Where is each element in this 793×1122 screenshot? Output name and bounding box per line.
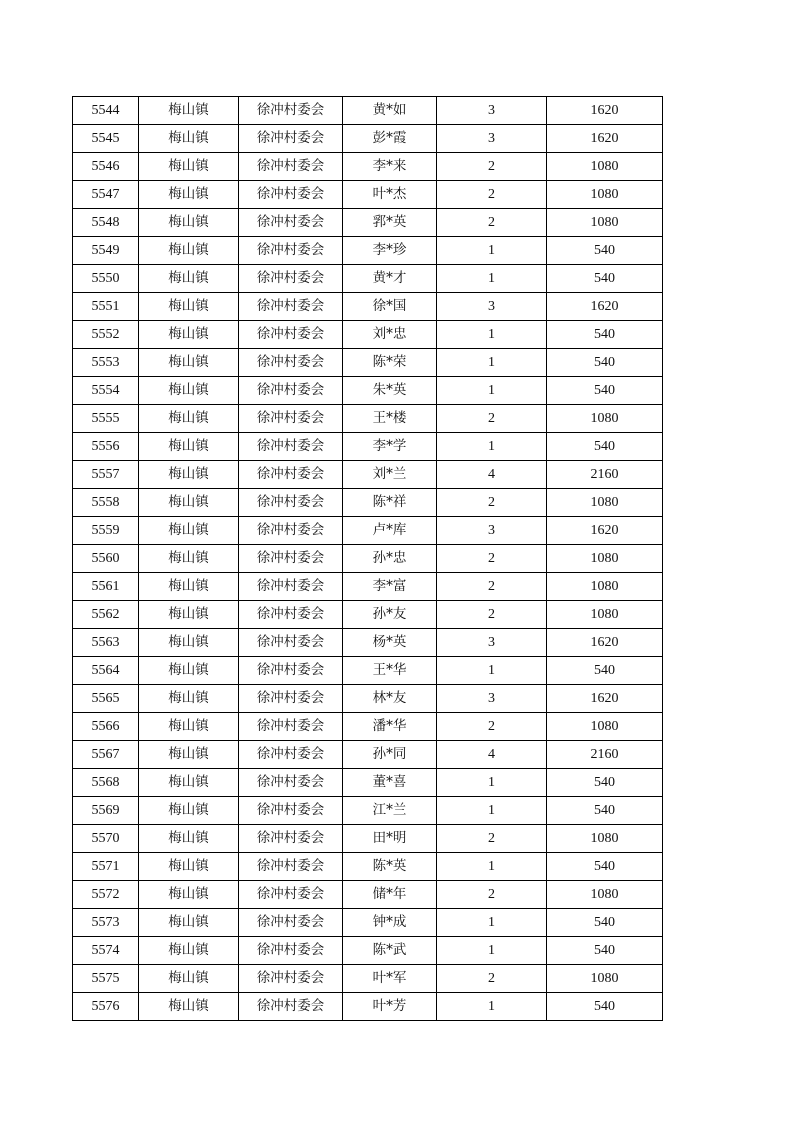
cell-amount: 540 — [547, 265, 663, 293]
cell-name: 孙*同 — [343, 741, 437, 769]
cell-town: 梅山镇 — [139, 853, 239, 881]
cell-serial-number: 5576 — [73, 993, 139, 1021]
cell-name: 黄*才 — [343, 265, 437, 293]
cell-serial-number: 5544 — [73, 97, 139, 125]
table-row — [73, 573, 663, 601]
cell-amount: 1080 — [547, 573, 663, 601]
cell-count: 2 — [437, 573, 547, 601]
cell-village-committee: 徐冲村委会 — [239, 993, 343, 1021]
cell-amount: 540 — [547, 657, 663, 685]
cell-name: 林*友 — [343, 685, 437, 713]
cell-village-committee: 徐冲村委会 — [239, 881, 343, 909]
table-row — [73, 629, 663, 657]
cell-name: 刘*兰 — [343, 461, 437, 489]
cell-name: 潘*华 — [343, 713, 437, 741]
cell-town: 梅山镇 — [139, 517, 239, 545]
cell-count: 4 — [437, 461, 547, 489]
table-row — [73, 825, 663, 853]
cell-serial-number: 5552 — [73, 321, 139, 349]
cell-amount: 540 — [547, 321, 663, 349]
cell-village-committee: 徐冲村委会 — [239, 517, 343, 545]
cell-village-committee: 徐冲村委会 — [239, 965, 343, 993]
cell-serial-number: 5572 — [73, 881, 139, 909]
table-row — [73, 321, 663, 349]
table-row — [73, 685, 663, 713]
cell-amount: 1620 — [547, 293, 663, 321]
cell-amount: 540 — [547, 937, 663, 965]
cell-village-committee: 徐冲村委会 — [239, 825, 343, 853]
cell-name: 李*来 — [343, 153, 437, 181]
table-row — [73, 853, 663, 881]
cell-serial-number: 5574 — [73, 937, 139, 965]
cell-town: 梅山镇 — [139, 573, 239, 601]
table-row — [73, 153, 663, 181]
cell-serial-number: 5567 — [73, 741, 139, 769]
cell-name: 李*珍 — [343, 237, 437, 265]
table-row — [73, 97, 663, 125]
table-row — [73, 741, 663, 769]
cell-village-committee: 徐冲村委会 — [239, 153, 343, 181]
cell-amount: 1620 — [547, 517, 663, 545]
table-row — [73, 909, 663, 937]
table-row — [73, 209, 663, 237]
table-row — [73, 713, 663, 741]
cell-town: 梅山镇 — [139, 629, 239, 657]
cell-serial-number: 5551 — [73, 293, 139, 321]
cell-count: 1 — [437, 657, 547, 685]
cell-name: 杨*英 — [343, 629, 437, 657]
cell-name: 徐*国 — [343, 293, 437, 321]
cell-count: 3 — [437, 97, 547, 125]
cell-serial-number: 5558 — [73, 489, 139, 517]
cell-name: 黄*如 — [343, 97, 437, 125]
table-row — [73, 461, 663, 489]
table-row — [73, 937, 663, 965]
cell-serial-number: 5555 — [73, 405, 139, 433]
table-row — [73, 517, 663, 545]
cell-serial-number: 5559 — [73, 517, 139, 545]
cell-serial-number: 5549 — [73, 237, 139, 265]
cell-village-committee: 徐冲村委会 — [239, 209, 343, 237]
cell-serial-number: 5554 — [73, 377, 139, 405]
cell-village-committee: 徐冲村委会 — [239, 573, 343, 601]
cell-name: 李*学 — [343, 433, 437, 461]
cell-amount: 1080 — [547, 181, 663, 209]
cell-village-committee: 徐冲村委会 — [239, 741, 343, 769]
cell-count: 3 — [437, 293, 547, 321]
cell-name: 叶*杰 — [343, 181, 437, 209]
cell-count: 2 — [437, 965, 547, 993]
cell-amount: 540 — [547, 853, 663, 881]
cell-amount: 540 — [547, 377, 663, 405]
cell-amount: 540 — [547, 349, 663, 377]
table-row — [73, 237, 663, 265]
cell-serial-number: 5571 — [73, 853, 139, 881]
cell-village-committee: 徐冲村委会 — [239, 629, 343, 657]
cell-amount: 1080 — [547, 545, 663, 573]
cell-serial-number: 5564 — [73, 657, 139, 685]
cell-village-committee: 徐冲村委会 — [239, 97, 343, 125]
cell-amount: 540 — [547, 433, 663, 461]
cell-village-committee: 徐冲村委会 — [239, 461, 343, 489]
cell-serial-number: 5562 — [73, 601, 139, 629]
cell-town: 梅山镇 — [139, 153, 239, 181]
cell-count: 2 — [437, 881, 547, 909]
cell-town: 梅山镇 — [139, 209, 239, 237]
table-row — [73, 405, 663, 433]
cell-town: 梅山镇 — [139, 825, 239, 853]
cell-town: 梅山镇 — [139, 433, 239, 461]
cell-serial-number: 5573 — [73, 909, 139, 937]
cell-name: 李*富 — [343, 573, 437, 601]
cell-town: 梅山镇 — [139, 881, 239, 909]
cell-count: 1 — [437, 909, 547, 937]
cell-serial-number: 5568 — [73, 769, 139, 797]
cell-town: 梅山镇 — [139, 657, 239, 685]
cell-amount: 2160 — [547, 461, 663, 489]
cell-amount: 1620 — [547, 125, 663, 153]
cell-count: 2 — [437, 209, 547, 237]
cell-name: 朱*英 — [343, 377, 437, 405]
table-row — [73, 125, 663, 153]
cell-name: 孙*友 — [343, 601, 437, 629]
cell-town: 梅山镇 — [139, 237, 239, 265]
cell-town: 梅山镇 — [139, 993, 239, 1021]
cell-name: 郛*英 — [343, 209, 437, 237]
cell-village-committee: 徐冲村委会 — [239, 769, 343, 797]
cell-name: 叶*芳 — [343, 993, 437, 1021]
cell-name: 孙*忠 — [343, 545, 437, 573]
cell-village-committee: 徐冲村委会 — [239, 909, 343, 937]
cell-village-committee: 徐冲村委会 — [239, 937, 343, 965]
cell-village-committee: 徐冲村委会 — [239, 685, 343, 713]
cell-village-committee: 徐冲村委会 — [239, 293, 343, 321]
cell-name: 钟*成 — [343, 909, 437, 937]
cell-serial-number: 5553 — [73, 349, 139, 377]
table-row — [73, 349, 663, 377]
table-row — [73, 881, 663, 909]
cell-town: 梅山镇 — [139, 405, 239, 433]
cell-serial-number: 5548 — [73, 209, 139, 237]
table-row — [73, 433, 663, 461]
cell-count: 2 — [437, 489, 547, 517]
cell-amount: 2160 — [547, 741, 663, 769]
cell-amount: 1080 — [547, 153, 663, 181]
cell-count: 1 — [437, 853, 547, 881]
cell-amount: 1080 — [547, 405, 663, 433]
cell-name: 卢*库 — [343, 517, 437, 545]
cell-village-committee: 徐冲村委会 — [239, 433, 343, 461]
cell-name: 彭*霞 — [343, 125, 437, 153]
cell-count: 2 — [437, 405, 547, 433]
cell-village-committee: 徐冲村委会 — [239, 489, 343, 517]
cell-count: 3 — [437, 517, 547, 545]
table-row — [73, 601, 663, 629]
cell-count: 1 — [437, 377, 547, 405]
cell-amount: 1080 — [547, 209, 663, 237]
cell-count: 1 — [437, 433, 547, 461]
cell-count: 1 — [437, 237, 547, 265]
cell-count: 2 — [437, 601, 547, 629]
cell-town: 梅山镇 — [139, 265, 239, 293]
cell-name: 田*明 — [343, 825, 437, 853]
cell-serial-number: 5575 — [73, 965, 139, 993]
cell-village-committee: 徐冲村委会 — [239, 657, 343, 685]
cell-amount: 1080 — [547, 881, 663, 909]
cell-town: 梅山镇 — [139, 97, 239, 125]
cell-count: 3 — [437, 629, 547, 657]
cell-village-committee: 徐冲村委会 — [239, 265, 343, 293]
cell-town: 梅山镇 — [139, 909, 239, 937]
subsidy-table — [72, 96, 663, 1021]
cell-count: 2 — [437, 545, 547, 573]
cell-town: 梅山镇 — [139, 545, 239, 573]
cell-serial-number: 5557 — [73, 461, 139, 489]
cell-count: 2 — [437, 713, 547, 741]
cell-village-committee: 徐冲村委会 — [239, 237, 343, 265]
cell-name: 陈*英 — [343, 853, 437, 881]
table-row — [73, 181, 663, 209]
cell-town: 梅山镇 — [139, 461, 239, 489]
cell-amount: 1620 — [547, 685, 663, 713]
cell-amount: 540 — [547, 769, 663, 797]
cell-name: 陈*荣 — [343, 349, 437, 377]
cell-name: 陈*武 — [343, 937, 437, 965]
table-row — [73, 293, 663, 321]
table-row — [73, 769, 663, 797]
cell-serial-number: 5547 — [73, 181, 139, 209]
cell-serial-number: 5565 — [73, 685, 139, 713]
table-row — [73, 377, 663, 405]
table-row — [73, 965, 663, 993]
table-row — [73, 489, 663, 517]
cell-amount: 540 — [547, 909, 663, 937]
cell-amount: 1080 — [547, 601, 663, 629]
cell-amount: 1620 — [547, 629, 663, 657]
cell-town: 梅山镇 — [139, 769, 239, 797]
cell-village-committee: 徐冲村委会 — [239, 601, 343, 629]
cell-count: 2 — [437, 153, 547, 181]
table-row — [73, 545, 663, 573]
cell-name: 董*喜 — [343, 769, 437, 797]
cell-count: 1 — [437, 321, 547, 349]
cell-count: 1 — [437, 993, 547, 1021]
cell-town: 梅山镇 — [139, 321, 239, 349]
cell-count: 1 — [437, 769, 547, 797]
cell-town: 梅山镇 — [139, 965, 239, 993]
cell-town: 梅山镇 — [139, 349, 239, 377]
cell-serial-number: 5563 — [73, 629, 139, 657]
cell-village-committee: 徐冲村委会 — [239, 797, 343, 825]
cell-name: 刘*忠 — [343, 321, 437, 349]
table-row — [73, 265, 663, 293]
cell-count: 3 — [437, 685, 547, 713]
cell-serial-number: 5560 — [73, 545, 139, 573]
table-row — [73, 657, 663, 685]
cell-town: 梅山镇 — [139, 685, 239, 713]
cell-name: 储*年 — [343, 881, 437, 909]
cell-count: 4 — [437, 741, 547, 769]
cell-town: 梅山镇 — [139, 741, 239, 769]
cell-village-committee: 徐冲村委会 — [239, 377, 343, 405]
cell-town: 梅山镇 — [139, 713, 239, 741]
cell-serial-number: 5570 — [73, 825, 139, 853]
cell-count: 1 — [437, 937, 547, 965]
cell-town: 梅山镇 — [139, 181, 239, 209]
cell-amount: 540 — [547, 237, 663, 265]
cell-serial-number: 5569 — [73, 797, 139, 825]
cell-amount: 540 — [547, 993, 663, 1021]
cell-village-committee: 徐冲村委会 — [239, 713, 343, 741]
table-body — [73, 97, 663, 1021]
cell-village-committee: 徐冲村委会 — [239, 405, 343, 433]
cell-count: 3 — [437, 125, 547, 153]
cell-village-committee: 徐冲村委会 — [239, 545, 343, 573]
cell-village-committee: 徐冲村委会 — [239, 181, 343, 209]
cell-serial-number: 5561 — [73, 573, 139, 601]
cell-name: 王*华 — [343, 657, 437, 685]
cell-count: 2 — [437, 825, 547, 853]
cell-town: 梅山镇 — [139, 797, 239, 825]
cell-amount: 1080 — [547, 713, 663, 741]
cell-serial-number: 5550 — [73, 265, 139, 293]
cell-town: 梅山镇 — [139, 601, 239, 629]
cell-amount: 1080 — [547, 489, 663, 517]
cell-town: 梅山镇 — [139, 937, 239, 965]
cell-name: 江*兰 — [343, 797, 437, 825]
table-row — [73, 797, 663, 825]
cell-amount: 1080 — [547, 825, 663, 853]
cell-count: 1 — [437, 797, 547, 825]
cell-serial-number: 5546 — [73, 153, 139, 181]
cell-serial-number: 5545 — [73, 125, 139, 153]
cell-village-committee: 徐冲村委会 — [239, 125, 343, 153]
cell-amount: 1080 — [547, 965, 663, 993]
cell-amount: 540 — [547, 797, 663, 825]
cell-name: 王*楼 — [343, 405, 437, 433]
cell-serial-number: 5566 — [73, 713, 139, 741]
table-row — [73, 993, 663, 1021]
cell-town: 梅山镇 — [139, 489, 239, 517]
cell-name: 叶*军 — [343, 965, 437, 993]
cell-count: 2 — [437, 181, 547, 209]
cell-name: 陈*祥 — [343, 489, 437, 517]
cell-town: 梅山镇 — [139, 293, 239, 321]
cell-count: 1 — [437, 349, 547, 377]
cell-town: 梅山镇 — [139, 125, 239, 153]
cell-village-committee: 徐冲村委会 — [239, 321, 343, 349]
cell-count: 1 — [437, 265, 547, 293]
cell-amount: 1620 — [547, 97, 663, 125]
cell-village-committee: 徐冲村委会 — [239, 853, 343, 881]
cell-serial-number: 5556 — [73, 433, 139, 461]
cell-town: 梅山镇 — [139, 377, 239, 405]
cell-village-committee: 徐冲村委会 — [239, 349, 343, 377]
